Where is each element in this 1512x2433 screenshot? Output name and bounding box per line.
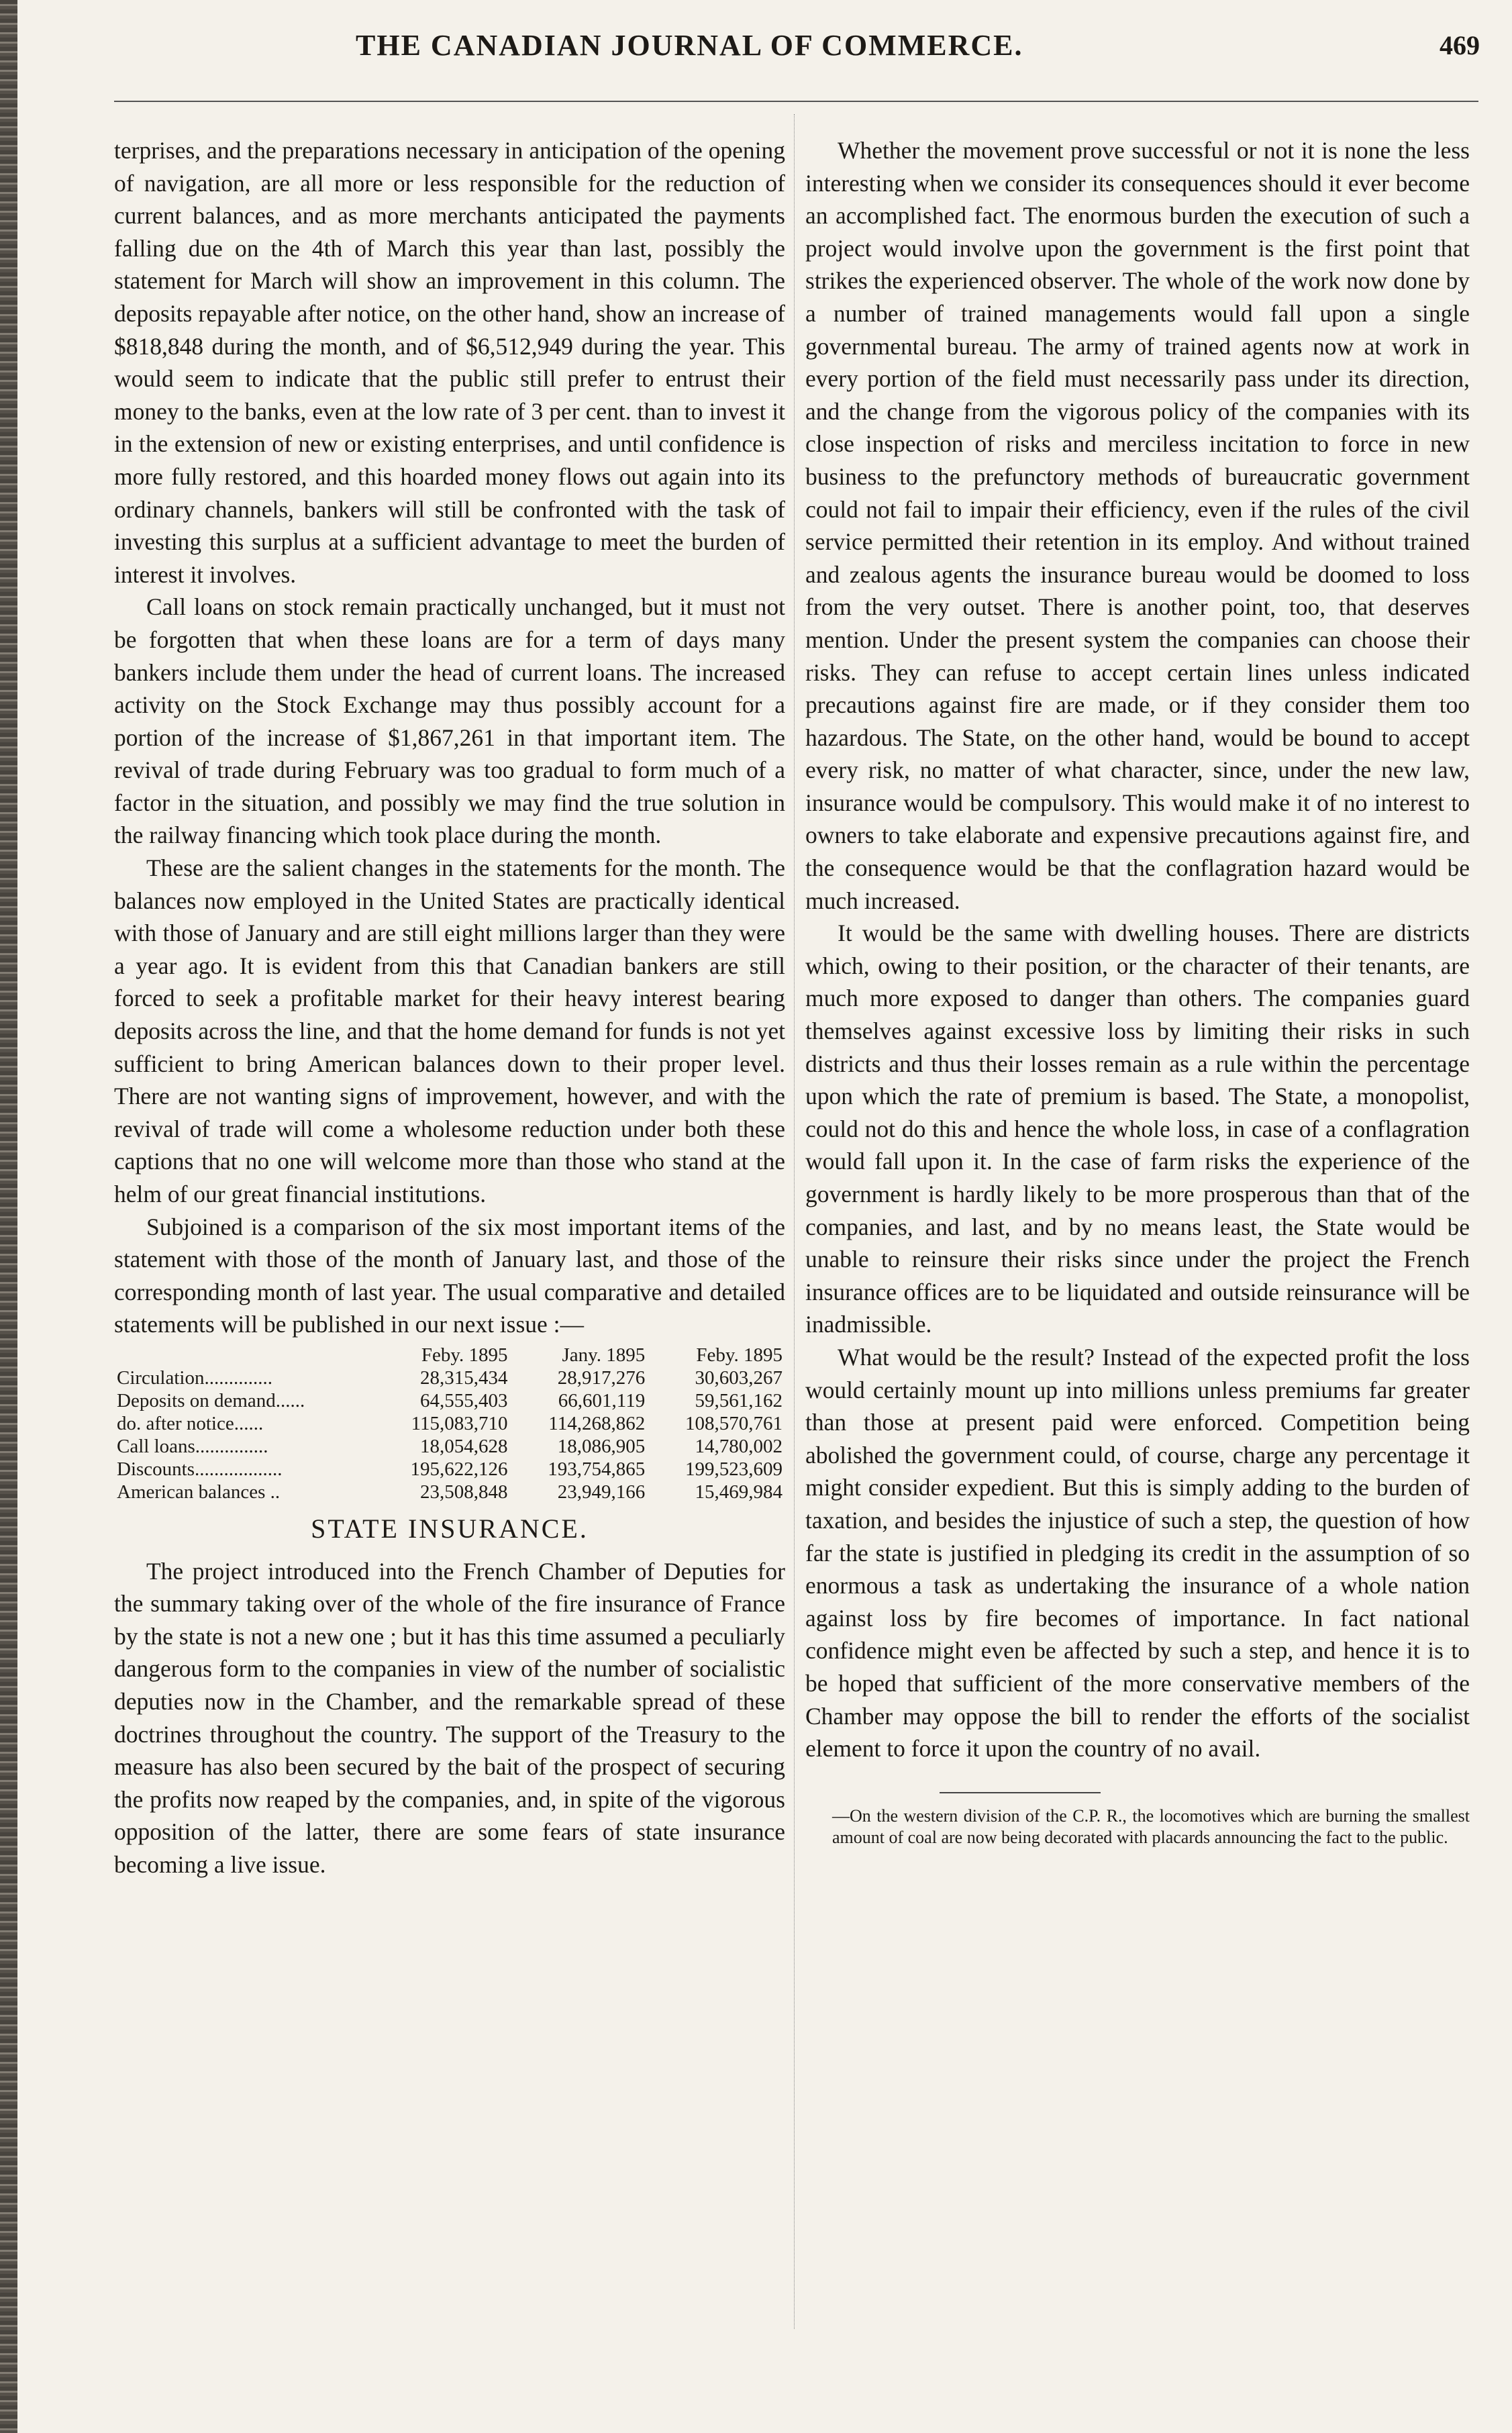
table-cell: 28,315,434 <box>420 1367 508 1389</box>
table-cell: 66,601,119 <box>558 1389 646 1411</box>
table-cell: 23,508,848 <box>420 1481 508 1503</box>
table-header-cell: Jany. 1895 <box>562 1344 646 1366</box>
table-cell: 195,622,126 <box>410 1458 508 1480</box>
paragraph: The project introduced into the French Chamber of Deputies for the summary taking over of the whole of the fire insurance of France by the state is not a new one ; but it has this time assumed a peculiarly dangerous form to the companies in view of the number of socialistic deputies now in the Chamber, and the remarkable spread of these doctrines throughout the country. The support of the Treasury to the measure has also been secured by the bait of the prospect of securing the profits now reaped by the companies, and, in spite of the vigorous opposition of the latter, there are some fears of state insurance becoming a live issue. <box>114 1557 785 1878</box>
paragraph: Whether the movement prove successful or not it is none the less interesting when we consider its consequences should it ever become an accomplished fact. The enormous burden the execution of such a project would involve upon the government is the first point that strikes the experienced observer. The whole of the work now done by a number of trained managements would fall upon a single governmental bureau. The army of trained agents now at work in every portion of the field must necessarily pass under its direction, and the change from the vigorous policy of the companies with its close inspection of risks and merciless incitation to force in new business to the prefunctory methods of bureaucratic government could not fail to impair their efficiency, even if the rules of the civil service permitted their retention in its employ. And without trained and zealous agents the insurance bureau would be doomed to loss from the very outset. There is another point, too, that deserves mention. Under the present system the companies can choose their risks. They can refuse to accept certain lines unless indicated precautions against fire are made, or if they consider them too hazardous. The State, on the other hand, would be bound to accept every risk, no matter of what character, since, under the new law, insurance would be compulsory. This would make it of no interest to owners to take elaborate and expensive precautions against fire, and the consequence would be that the conflagration hazard would be much increased. <box>805 137 1470 914</box>
row-label: Circulation.............. <box>117 1367 272 1389</box>
table-cell: 15,469,984 <box>695 1481 783 1503</box>
table-header-cell <box>114 1344 373 1367</box>
column-divider <box>794 114 795 2329</box>
footnote: —On the western division of the C.P. R., the locomotives which are burning the smallest amount of coal are now being decorated with placards announcing the fact to the public. <box>832 1805 1470 1847</box>
table-cell: 193,754,865 <box>548 1458 646 1480</box>
table-header-row <box>114 1344 785 1367</box>
table-cell: 115,083,710 <box>411 1412 508 1434</box>
table-cell: 14,780,002 <box>695 1435 783 1457</box>
table-cell: 18,086,905 <box>557 1435 646 1457</box>
page-number: 469 <box>1440 30 1480 60</box>
row-label: Deposits on demand...... <box>117 1389 305 1411</box>
section-heading: STATE INSURANCE. <box>311 1513 589 1544</box>
table-cell: 59,561,162 <box>695 1389 783 1411</box>
table-cell: 199,523,609 <box>685 1458 783 1480</box>
table-cell: 64,555,403 <box>420 1389 508 1411</box>
paragraph: terprises, and the preparations necessary in anticipation of the opening of navigation, are all more or less responsible for the reduction of current balances, and as more merchants anticipated the payments falling due on the 4th of March this year than last, possibly the statement for March will show an improvement in this column. The deposits repayable after notice, on the other hand, show an increase of $818,848 during the month, and of $6,512,949 during the year. This would seem to indicate that the public still prefer to entrust their money to the banks, even at the low rate of 3 per cent. than to invest it in the extension of new or existing enterprises, and until confidence is more fully restored, and this hoarded money flows out again into its ordinary channels, bankers will still be confronted with the task of investing this surplus at a sufficient advantage to meet the burden of interest it involves. <box>114 137 785 588</box>
table-row <box>114 1389 785 1412</box>
running-head: THE CANADIAN JOURNAL OF COMMERCE. <box>356 29 1023 62</box>
table-cell: 114,268,862 <box>548 1412 646 1434</box>
table-header-cell: Feby. 1895 <box>696 1344 783 1366</box>
table-row <box>114 1367 785 1389</box>
table-cell: 18,054,628 <box>420 1435 508 1457</box>
row-label: Discounts.................. <box>117 1458 283 1480</box>
table-cell: 30,603,267 <box>695 1367 783 1389</box>
left-column <box>114 134 785 1881</box>
paragraph: It would be the same with dwelling houses. There are districts which, owing to their position, or the character of their tenants, are much more exposed to danger than others. The companies guard themselves against excessive loss by limiting their risks in such districts and thus their losses remain as a rule within the percentage upon which the rate of premium is based. The State, a monopolist, could not do this and hence the whole loss, in case of a conflagration would fall upon it. In the case of farm risks the experience of the government is hardly likely to be more prosperous than that of the companies, and last, and by no means least, the State would be unable to reinsure their risks since under the project the French insurance offices are to be liquidated and outside reinsurance will be inadmissible. <box>805 920 1470 1338</box>
scan-binding-edge <box>0 0 17 2433</box>
table-header-cell: Feby. 1895 <box>421 1344 508 1366</box>
table-row <box>114 1435 785 1458</box>
table-row <box>114 1458 785 1481</box>
paragraph: These are the salient changes in the statements for the month. The balances now employed in the United States are practically identical with those of January and are still eight millions larger than they were a year ago. It is evident from this that Canadian bankers are still forced to seek a profitable market for their heavy interest bearing deposits across the line, and that the home demand for funds is not yet sufficient to bring American balances down to their proper level. There are not wanting signs of improvement, however, and with the revival of trade will come a wholesome reduction under both these captions that no one will welcome more than those who stand at the helm of our great financial institutions. <box>114 854 785 1207</box>
header-rule <box>114 101 1478 102</box>
table-cell: 28,917,276 <box>557 1367 646 1389</box>
paragraph: Call loans on stock remain practically unchanged, but it must not be forgotten that when these loans are for a term of days many bankers include them under the head of current loans. The increased activity on the Stock Exchange may thus possibly account for a portion of the increase of $1,867,261 in that important item. The revival of trade during February was too gradual to form much of a factor in the situation, and possibly we may find the true solution in the railway financing which took place during the month. <box>114 593 785 849</box>
row-label: do. after notice...... <box>117 1412 264 1434</box>
bank-statement-comparison-table <box>114 1344 785 1503</box>
table-cell: 23,949,166 <box>557 1481 646 1503</box>
table-cell: 108,570,761 <box>685 1412 783 1434</box>
row-label: American balances .. <box>117 1481 281 1503</box>
table-row <box>114 1481 785 1503</box>
table-row <box>114 1412 785 1435</box>
paragraph: What would be the result? Instead of the expected profit the loss would certainly mount up into millions unless premiums far greater than those at present paid were enforced. Competition being abolished the government could, of course, charge any percentage it might consider expedient. But this is simply adding to the burden of taxation, and besides the injustice of such a step, the question of how far the state is justified in pledging its credit in the assumption of so enormous a task as undertaking the insurance of a whole nation against loss by fire becomes of importance. In fact national confidence might even be affected by such a step, and hence it is to be hoped that sufficient of the more conservative members of the Chamber may oppose the bill to render the efforts of the socialist element to force it upon the country of no avail. <box>805 1343 1470 1762</box>
right-column <box>805 134 1470 1848</box>
footnote-rule <box>940 1792 1101 1793</box>
paragraph: Subjoined is a comparison of the six most important items of the statement with those of the month of January last, and those of the corresponding month of last year. The usual comparative and detailed statements will be published in our next issue :— <box>114 1213 785 1338</box>
row-label: Call loans............... <box>117 1435 268 1457</box>
